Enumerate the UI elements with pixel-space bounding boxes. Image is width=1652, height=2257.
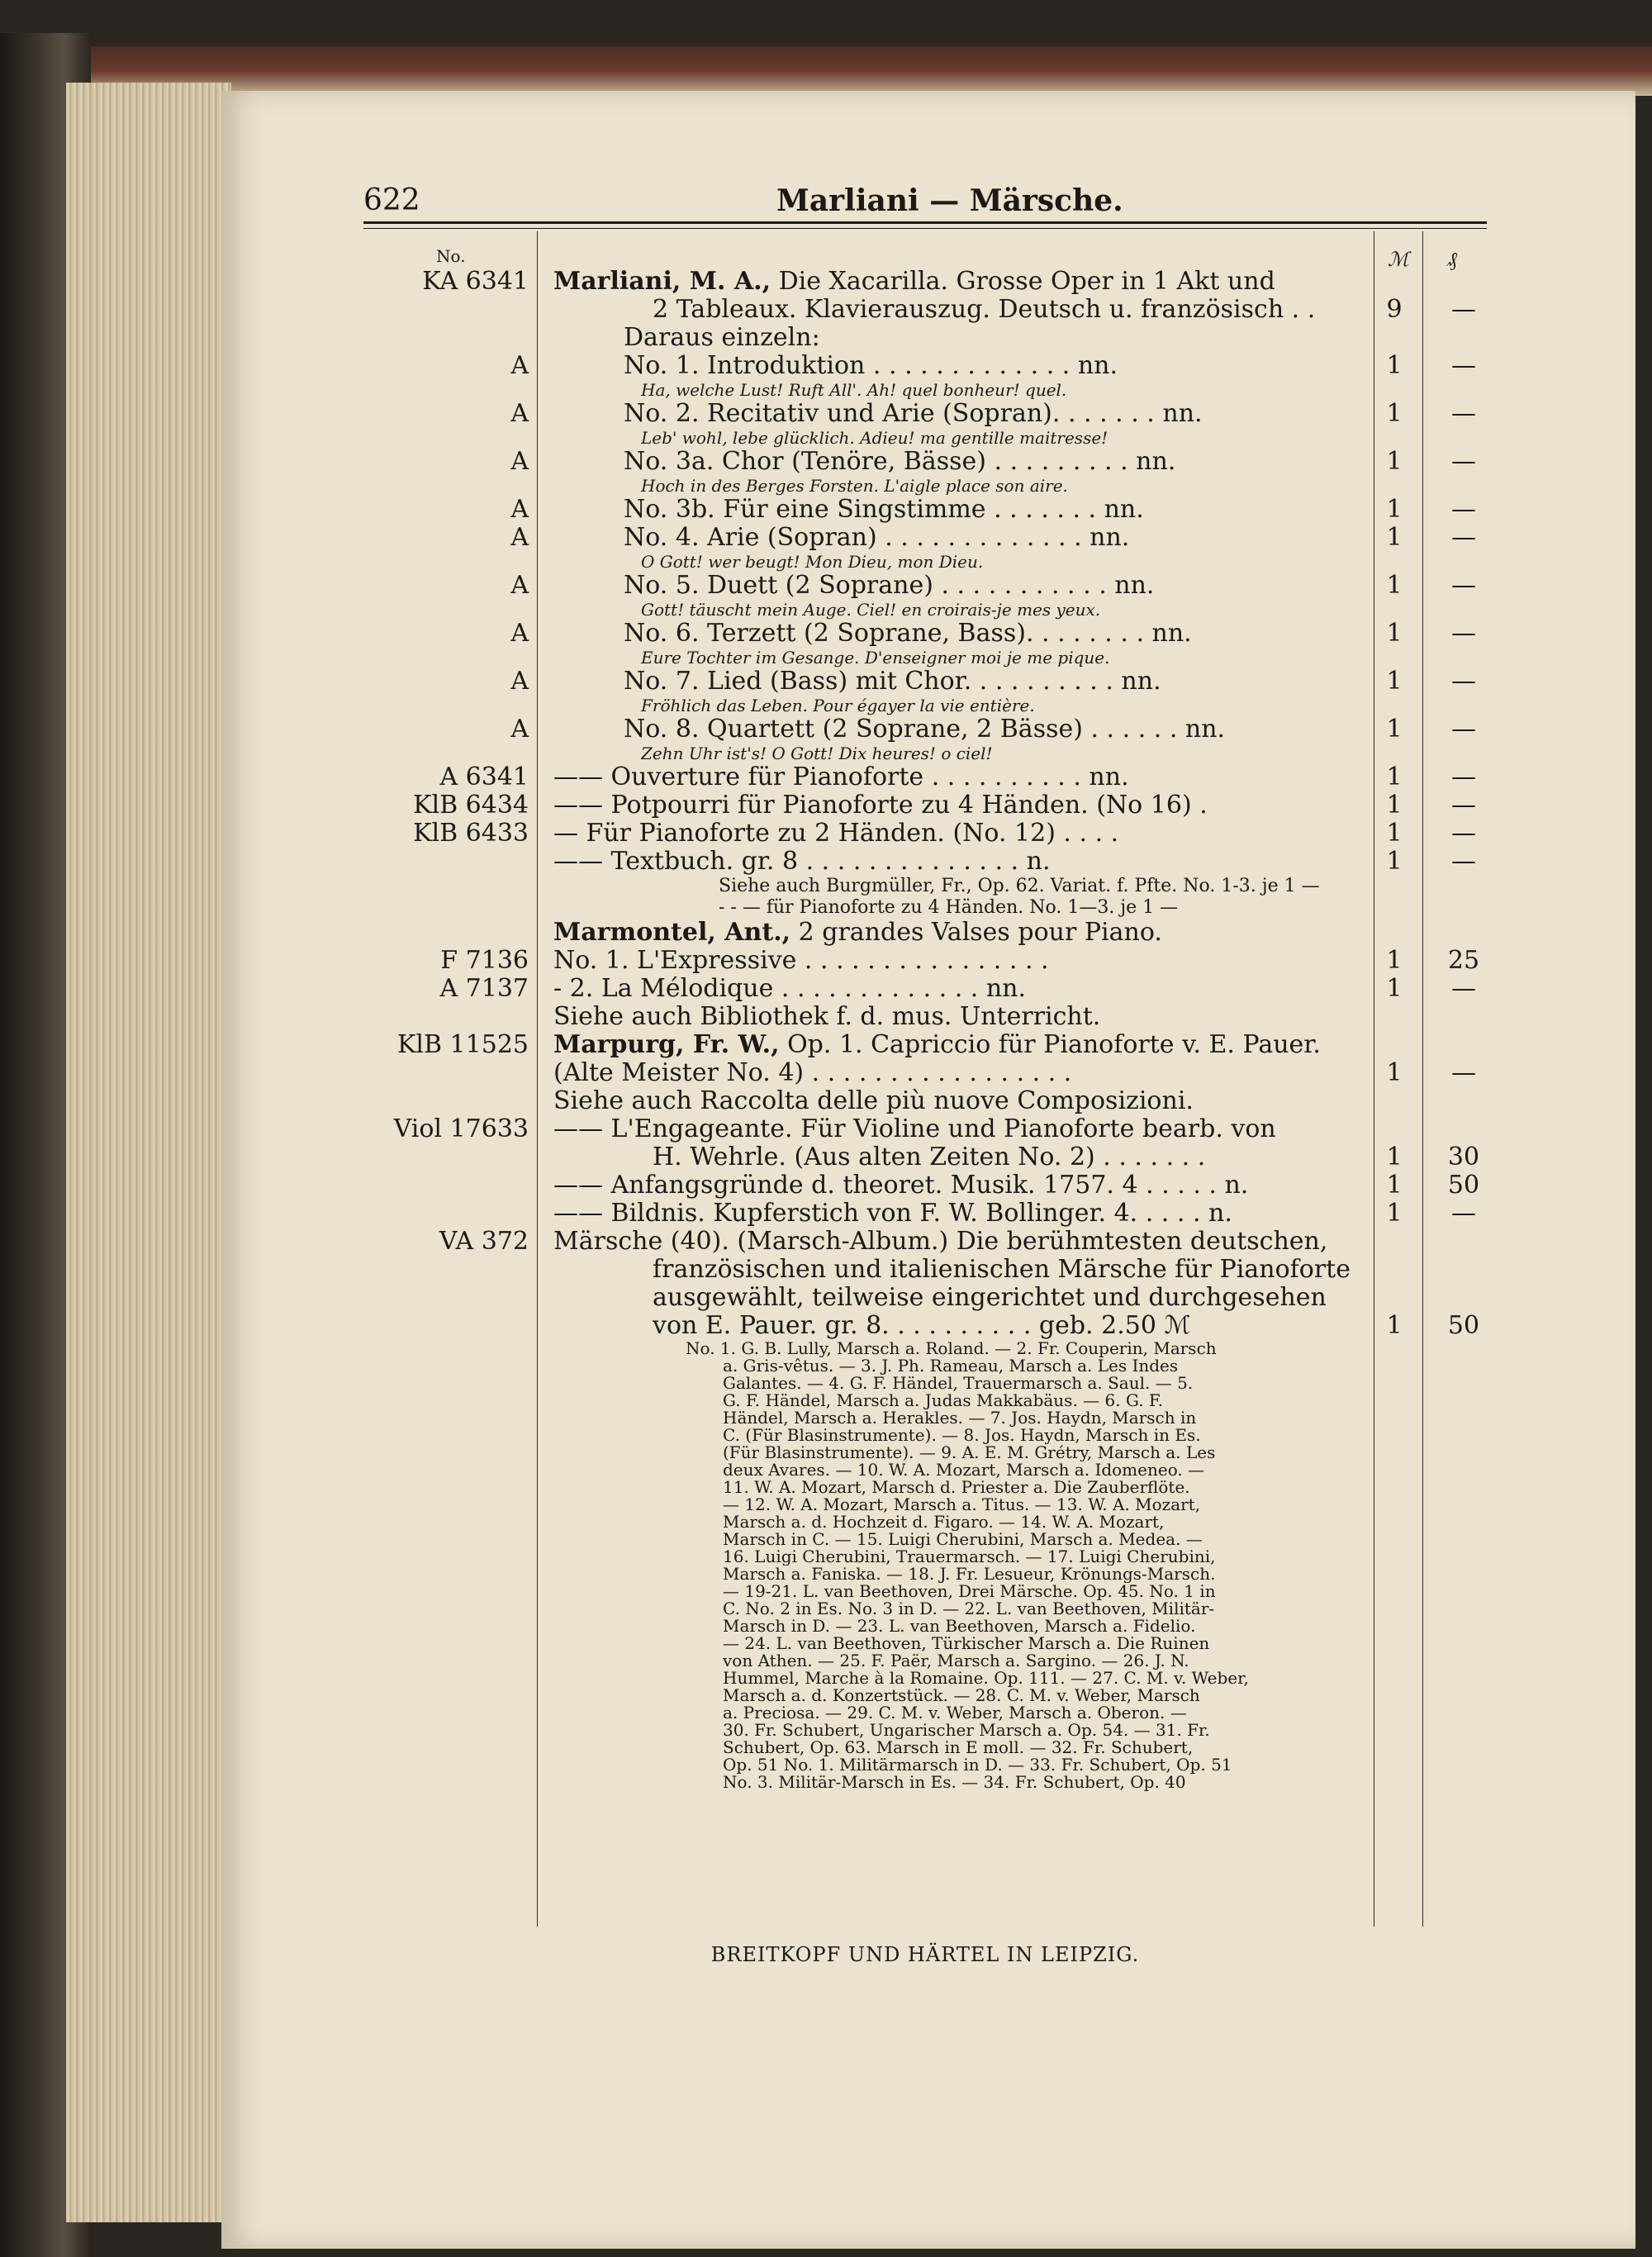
contents-text: C. No. 2 in Es. No. 3 in D. — 22. L. van Beethoven, Militär- [723,1600,1215,1618]
catalog-number: KlB 6434 [413,791,529,820]
contents-line [363,1444,1520,1461]
price-pfennig: 30 [1447,1143,1480,1171]
price-mark: 1 [1386,1171,1403,1200]
price-pfennig: — [1451,1199,1476,1228]
entry-description: No. 3a. Chor (Tenöre, Bässe) . . . . . . . . . nn. [624,448,1176,476]
table-row [363,1256,1520,1284]
contents-line [363,1409,1520,1427]
table-row [363,820,1520,848]
table-row [363,352,1520,380]
contents-line [363,1600,1520,1618]
running-head [363,183,1495,226]
contents-text: 30. Fr. Schubert, Ungarischer Marsch a. Op. 54. — 31. Fr. [723,1722,1210,1739]
entry-text [624,448,1441,476]
contents-text: Schubert, Op. 63. Marsch in E moll. — 32. Fr. Schubert, [723,1739,1194,1756]
contents-text: deux Avares. — 10. W. A. Mozart, Marsch a. Idomeneo. — [723,1461,1205,1479]
contents-line [363,1496,1520,1513]
table-row [363,744,1520,763]
price-mark: 9 [1386,295,1403,324]
price-mark: 1 [1386,974,1403,1003]
contents-text: Marsch in C. — 15. Luigi Cherubini, Marsch a. Medea. — [723,1531,1203,1548]
entry-text [653,1143,1470,1171]
entry-text [624,572,1441,600]
price-pfennig: — [1451,819,1476,848]
entry-description: Siehe auch Raccolta delle più nuove Composizioni. [553,1087,1194,1115]
entry-description: No. 7. Lied (Bass) mit Chor. . . . . . . . . . nn. [624,668,1161,696]
table-row [363,380,1520,400]
price-pfennig: — [1451,495,1476,524]
entry-description: No. 8. Quartett (2 Soprane, 2 Bässe) . . . . . . nn. [624,715,1226,744]
table-row [363,1171,1520,1200]
contents-line [363,1531,1520,1548]
table-row [363,1059,1520,1087]
contents-line [363,1357,1520,1375]
entry-description: —— Potpourri für Pianoforte zu 4 Händen. (No 16) . [553,791,1208,820]
contents-text: Marsch a. d. Hochzeit d. Figaro. — 14. W. A. Mozart, [723,1513,1165,1531]
contents-line [363,1548,1520,1566]
entry-text [624,524,1441,552]
contents-line [363,1687,1520,1704]
entry-text [553,820,1371,848]
composer-name: Marmontel, Ant., [553,919,791,947]
entry-subtitle: O Gott! wer beugt! Mon Dieu, mon Dieu. [641,552,984,572]
price-mark: 1 [1386,763,1403,791]
table-row [363,848,1520,876]
entry-text [653,1256,1470,1284]
entry-subtitle: Leb' wohl, lebe glücklich. Adieu! ma gentille maitresse! [641,428,1108,448]
table-row [363,1143,1520,1171]
catalog-number: F 7136 [440,946,529,975]
entry-subtitle: Eure Tochter im Gesange. D'enseigner moi je me pique. [641,648,1110,668]
contents-text: Galantes. — 4. G. F. Händel, Trauermarsch a. Saul. — 5. [723,1375,1194,1392]
price-pfennig: — [1451,847,1476,876]
table-row [363,1200,1520,1228]
contents-line [363,1618,1520,1635]
entry-description: —— Ouverture für Pianoforte . . . . . . . . . . nn. [553,763,1129,791]
entry-text [553,1059,1371,1087]
table-row [363,448,1520,476]
entry-description: No. 5. Duett (2 Soprane) . . . . . . . . . . . nn. [624,572,1155,600]
entry-description: No. 1. Introduktion . . . . . . . . . . . . . nn. [624,352,1118,380]
table-row [363,763,1520,791]
price-pfennig: — [1451,667,1476,696]
entry-subtitle: Hoch in des Berges Forsten. L'aigle place son aire. [641,476,1068,496]
table-row [363,400,1520,428]
entry-description: No. 3b. Für eine Singstimme . . . . . . . nn. [624,496,1144,524]
entry-text [553,947,1371,975]
price-pfennig: — [1451,523,1476,552]
table-row [363,1087,1520,1115]
catalog-number: A [510,667,529,696]
contents-text: No. 1. G. B. Lully, Marsch a. Roland. — 2. Fr. Couperin, Marsch [686,1340,1217,1357]
contents-line [363,1392,1520,1409]
entry-subtitle: Zehn Uhr ist's! O Gott! Dix heures! o ciel! [641,744,993,763]
table-row [363,268,1520,296]
entry-description: Die Xacarilla. Grosse Oper in 1 Akt und [771,268,1275,296]
table-row [363,552,1520,572]
catalog-number: KlB 11525 [396,1030,529,1059]
table-row [363,428,1520,448]
entry-description: 2 grandes Valses pour Piano. [790,919,1162,947]
contents-line [363,1583,1520,1600]
entry-text [653,296,1470,324]
entry-description: Märsche (40). (Marsch-Album.) Die berühmtesten deutschen, [553,1228,1328,1256]
entry-crossref: Siehe auch Burgmüller, Fr., Op. 62. Variat. f. Pfte. No. 1-3. je 1 — [719,876,1320,896]
entry-text [653,1312,1470,1340]
price-mark: 1 [1386,523,1403,552]
price-mark: 1 [1386,1143,1403,1171]
price-pfennig: — [1451,715,1476,744]
table-row [363,648,1520,668]
price-pfennig: — [1451,763,1476,791]
entry-text [653,1284,1470,1312]
table-row [363,1284,1520,1312]
table-row [363,715,1520,744]
catalog-number: Viol 17633 [393,1114,529,1143]
price-mark: 1 [1386,1199,1403,1228]
page-stack-edge [66,83,231,2222]
table-row [363,572,1520,600]
entry-text [553,1228,1371,1256]
contents-text: a. Preciosa. — 29. C. M. v. Weber, Marsch a. Oberon. — [723,1704,1187,1722]
entry-text [553,919,1371,947]
entry-text [624,496,1441,524]
entry-text [624,400,1441,428]
contents-line [363,1513,1520,1531]
entry-text [553,1115,1371,1143]
contents-text: (Für Blasinstrumente). — 9. A. E. M. Grétry, Marsch a. Les [723,1444,1216,1461]
table-row [363,1228,1520,1256]
entry-description: No. 6. Terzett (2 Soprane, Bass). . . . . . . . nn. [624,620,1192,648]
contents-line [363,1635,1520,1652]
table-row [363,947,1520,975]
catalog-number: VA 372 [439,1227,529,1256]
table-row [363,1031,1520,1059]
contents-text: von Athen. — 25. F. Paër, Marsch a. Sargino. — 26. J. N. [723,1652,1189,1670]
entry-text [553,1171,1371,1200]
entry-description: —— Anfangsgründe d. theoret. Musik. 1757. 4 . . . . . n. [553,1171,1249,1200]
publisher-footer: BREITKOPF UND HÄRTEL IN LEIPZIG. [710,1943,1140,1966]
contents-line [363,1652,1520,1670]
catalog-number: A [510,619,529,648]
catalog-number: A [510,715,529,744]
header-rule [363,221,1487,224]
column-header-no: No. [436,246,466,266]
price-mark: 1 [1386,351,1403,380]
entry-subtitle: Ha, welche Lust! Ruft All'. Ah! quel bonheur! quel. [641,380,1067,400]
price-pfennig: — [1451,571,1476,600]
contents-line [363,1375,1520,1392]
price-pfennig: — [1451,447,1476,476]
entry-text [624,324,1441,352]
entry-description: (Alte Meister No. 4) . . . . . . . . . . . . . . . . . [553,1059,1072,1087]
contents-line [363,1756,1520,1774]
entry-text [553,1087,1371,1115]
contents-line [363,1670,1520,1687]
catalog-number: A 7137 [439,974,529,1003]
price-mark: 1 [1386,495,1403,524]
catalog-entries [363,268,1520,1791]
header-rule-thin [363,228,1487,229]
price-pfennig: — [1451,1058,1476,1087]
entry-text [624,715,1441,744]
contents-text: a. Gris-vêtus. — 3. J. Ph. Rameau, Marsch a. Les Indes [723,1357,1179,1375]
entry-subtitle: Fröhlich das Leben. Pour égayer la vie entière. [641,696,1035,715]
price-mark: 1 [1386,847,1403,876]
price-mark: 1 [1386,571,1403,600]
entry-text [624,668,1441,696]
entry-description: Op. 1. Capriccio für Pianoforte v. E. Pauer. [779,1031,1321,1059]
price-mark: 1 [1386,1311,1403,1340]
contents-text: — 12. W. A. Mozart, Marsch a. Titus. — 13. W. A. Mozart, [723,1496,1201,1513]
entry-description: No. 4. Arie (Sopran) . . . . . . . . . . . . . nn. [624,524,1130,552]
entry-description: —— Bildnis. Kupferstich von F. W. Bollinger. 4. . . . . n. [553,1200,1232,1228]
table-row [363,897,1520,919]
entry-description: No. 1. L'Expressive . . . . . . . . . . . . . . . . [553,947,1049,975]
price-mark: 1 [1386,619,1403,648]
entry-description: - 2. La Mélodique . . . . . . . . . . . . . nn. [553,975,1027,1003]
table-row [363,975,1520,1003]
entry-subtitle: Gott! täuscht mein Auge. Ciel! en croirais-je mes yeux. [641,600,1101,620]
entry-text [553,763,1371,791]
table-row [363,791,1520,820]
catalog-number: KlB 6433 [413,819,529,848]
price-mark: 1 [1386,1058,1403,1087]
contents-text: 11. W. A. Mozart, Marsch d. Priester a. Die Zauberflöte. [723,1479,1190,1496]
contents-line [363,1722,1520,1739]
price-mark: 1 [1386,946,1403,975]
table-row [363,668,1520,696]
entry-text [553,1003,1371,1031]
contents-text: Händel, Marsch a. Herakles. — 7. Jos. Haydn, Marsch in [723,1409,1197,1427]
price-pfennig: — [1451,791,1476,820]
catalog-number: A [510,447,529,476]
entry-description: 2 Tableaux. Klavierauszug. Deutsch u. französisch . . [653,296,1316,324]
price-pfennig: — [1451,351,1476,380]
entry-description: von E. Pauer. gr. 8. . . . . . . . . . geb. 2.50 ℳ [653,1312,1191,1340]
page-number: 622 [363,183,420,217]
price-mark: 1 [1386,715,1403,744]
table-row [363,1115,1520,1143]
table-row [363,496,1520,524]
catalog-number: A [510,399,529,428]
entry-text [553,1200,1371,1228]
contents-text: No. 3. Militär-Marsch in Es. — 34. Fr. Schubert, Op. 40 [723,1774,1186,1791]
price-pfennig: — [1451,295,1476,324]
entry-text [553,791,1371,820]
entry-text [553,268,1371,296]
table-row [363,620,1520,648]
price-pfennig: 50 [1447,1171,1480,1200]
composer-name: Marliani, M. A., [553,268,771,296]
table-row [363,696,1520,715]
table-row [363,476,1520,496]
catalog-number: A [510,351,529,380]
catalog-number: KA 6341 [422,267,529,296]
price-mark: 1 [1386,399,1403,428]
contents-text: C. (Für Blasinstrumente). — 8. Jos. Haydn, Marsch in Es. [723,1427,1201,1444]
entry-text [553,1031,1371,1059]
price-mark: 1 [1386,667,1403,696]
table-row [363,600,1520,620]
entry-text [624,352,1441,380]
column-header-pf: ₰ [1447,248,1457,271]
page-title: Marliani — Märsche. [776,183,1123,218]
table-row [363,524,1520,552]
contents-text: 16. Luigi Cherubini, Trauermarsch. — 17. Luigi Cherubini, [723,1548,1216,1566]
catalog-number: A [510,523,529,552]
contents-line [363,1704,1520,1722]
price-pfennig: — [1451,974,1476,1003]
contents-line [363,1461,1520,1479]
entry-text [553,975,1371,1003]
table-row [363,876,1520,897]
contents-text: Marsch in D. — 23. L. van Beethoven, Marsch a. Fidelio. [723,1618,1196,1635]
entry-description: —— L'Engageante. Für Violine und Pianoforte bearb. von [553,1115,1276,1143]
contents-line [363,1340,1520,1357]
entry-description: ausgewählt, teilweise eingerichtet und durchgesehen [653,1284,1327,1312]
contents-text: Marsch a. Faniska. — 18. J. Fr. Lesueur, Krönungs-Marsch. [723,1566,1216,1583]
price-pfennig: — [1451,399,1476,428]
contents-line [363,1427,1520,1444]
contents-text: — 24. L. van Beethoven, Türkischer Marsch a. Die Ruinen [723,1635,1210,1652]
entry-description: —— Textbuch. gr. 8 . . . . . . . . . . . . . . n. [553,848,1051,876]
table-row [363,1003,1520,1031]
contents-text: Op. 51 No. 1. Militärmarsch in D. — 33. Fr. Schubert, Op. 51 [723,1756,1232,1774]
column-header-mark: ℳ [1388,248,1409,271]
entry-crossref: - - — für Pianoforte zu 4 Händen. No. 1—3. je 1 — [719,897,1179,918]
catalog-number: A [510,495,529,524]
price-pfennig: — [1451,619,1476,648]
catalog-number: A [510,571,529,600]
catalog-number: A 6341 [439,763,529,791]
contents-text: — 19-21. L. van Beethoven, Drei Märsche. Op. 45. No. 1 in [723,1583,1216,1600]
entry-description: Siehe auch Bibliothek f. d. mus. Unterricht. [553,1003,1101,1031]
contents-text: Hummel, Marche à la Romaine. Op. 111. — 27. C. M. v. Weber, [723,1670,1249,1687]
table-row [363,296,1520,324]
price-mark: 1 [1386,791,1403,820]
composer-name: Marpurg, Fr. W., [553,1031,780,1059]
entry-description: H. Wehrle. (Aus alten Zeiten No. 2) . . . . . . . [653,1143,1206,1171]
price-pfennig: 25 [1447,946,1480,975]
entry-description: No. 2. Recitativ und Arie (Sopran). . . . . . . nn. [624,400,1203,428]
entry-description: — Für Pianoforte zu 2 Händen. (No. 12) . . . . [553,820,1119,848]
contents-text: G. F. Händel, Marsch a. Judas Makkabäus. — 6. G. F. [723,1392,1164,1409]
contents-line [363,1774,1520,1791]
table-row [363,324,1520,352]
contents-line [363,1479,1520,1496]
entry-description: Daraus einzeln: [624,324,820,352]
entry-description: französischen und italienischen Märsche für Pianoforte [653,1256,1351,1284]
price-pfennig: 50 [1447,1311,1480,1340]
price-mark: 1 [1386,819,1403,848]
table-row [363,919,1520,947]
entry-text [624,620,1441,648]
entry-text [553,848,1371,876]
table-row [363,1312,1520,1340]
contents-line [363,1566,1520,1583]
contents-text: Marsch a. d. Konzertstück. — 28. C. M. v. Weber, Marsch [723,1687,1200,1704]
price-mark: 1 [1386,447,1403,476]
book-top-edge [50,46,1652,96]
contents-line [363,1739,1520,1756]
